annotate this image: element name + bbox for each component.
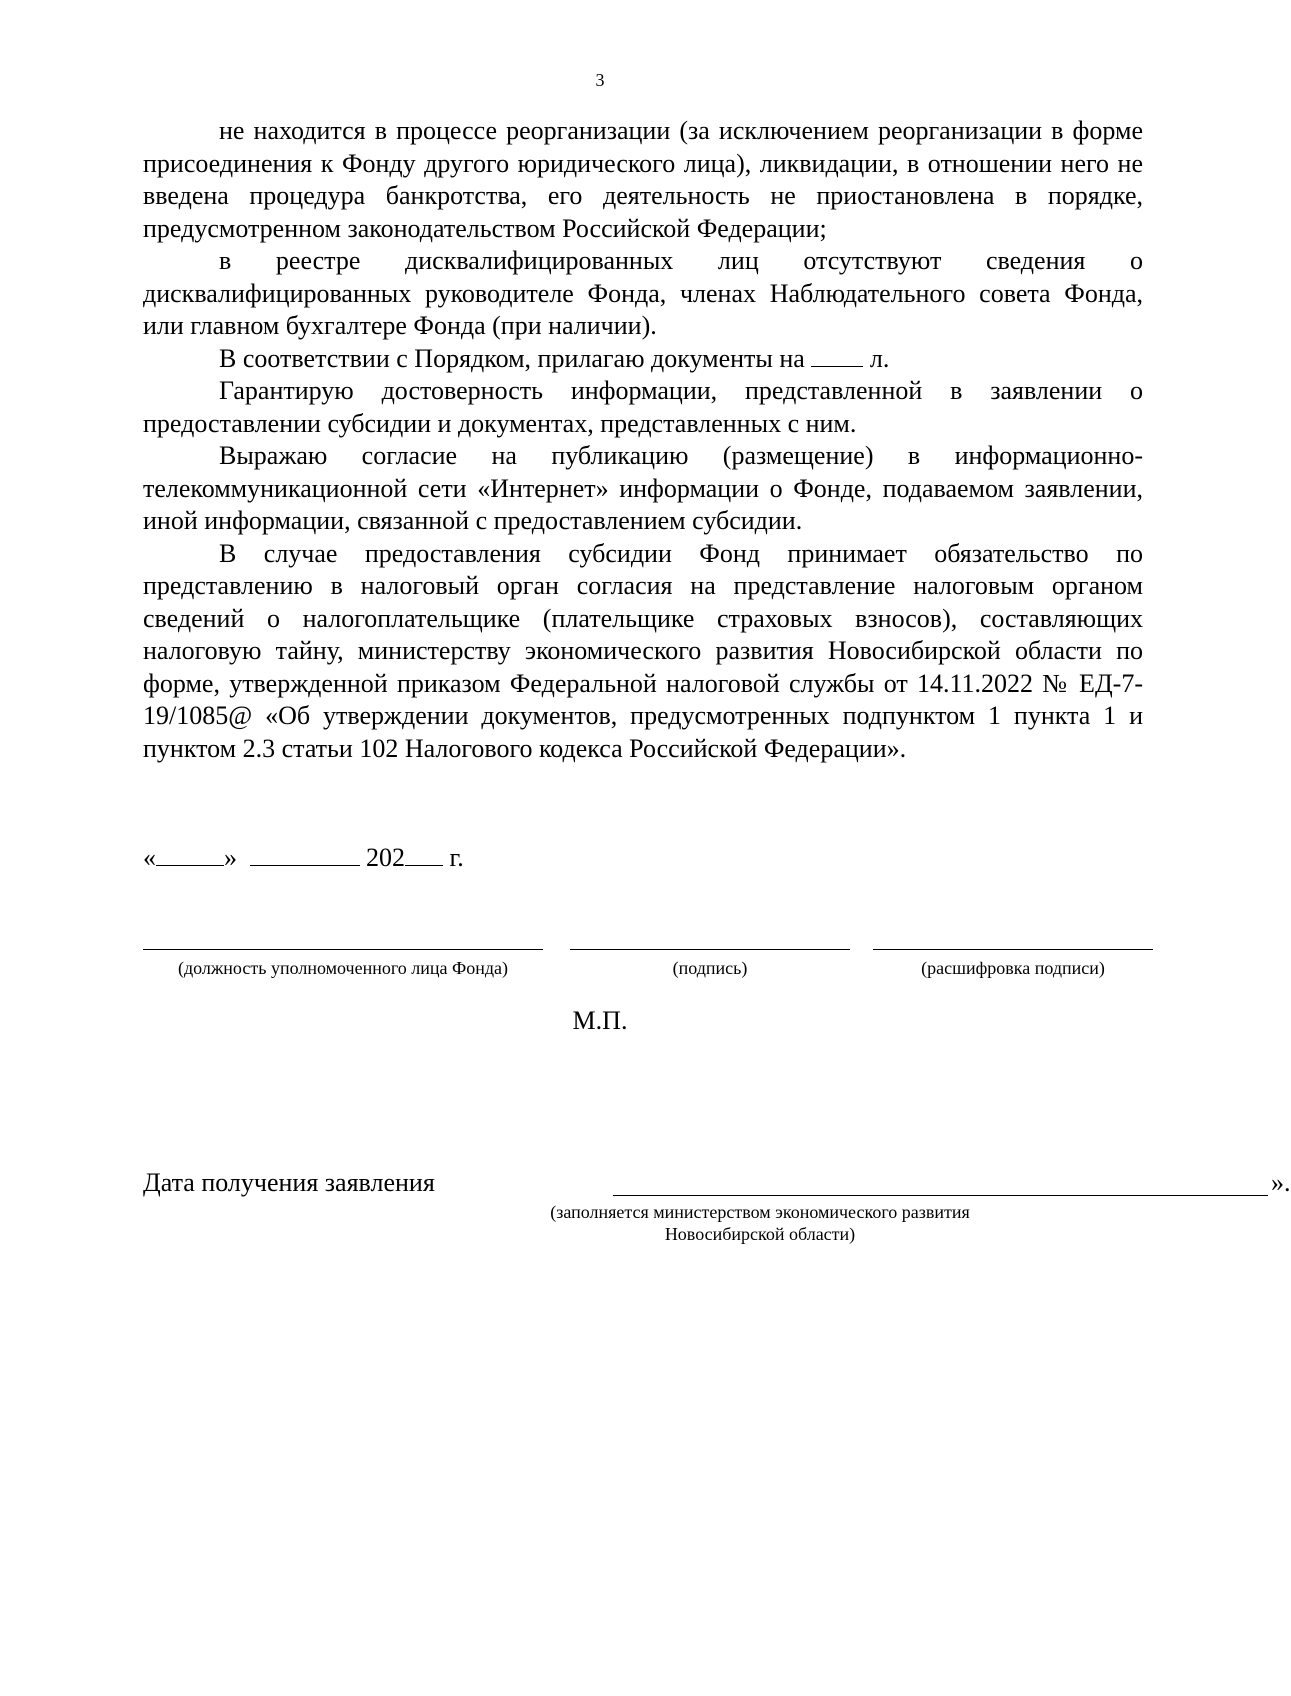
receipt-line — [143, 1167, 1291, 1199]
document-body — [143, 115, 1143, 765]
receipt-end: ». — [1271, 1168, 1291, 1197]
position-caption: (должность уполномоченного лица Фонда) — [177, 958, 509, 978]
attachments-pages-blank[interactable] — [811, 344, 863, 367]
receipt-note — [530, 1201, 990, 1245]
decoding-line[interactable] — [873, 949, 1153, 950]
stamp-label: М.П. — [572, 1006, 628, 1035]
paragraph-tax-consent: В случае предоставления субсидии Фонд принимает обязательство по представлению в налоговый орган согласия на представление налоговым органом сведений о налогоплательщике (плательщике страховых взносов), составляющих налоговую тайну, министерству экономического развития Новосибирской области по форме, утвержденной приказом Федеральной налоговой службы от 14.11.2022 № ЕД-7-19/1085@ «Об утверждении документов, предусмотренных подпунктом 1 пункта 1 и пунктом 2.3 статьи 102 Налогового кодекса Российской Федерации». — [143, 538, 1143, 763]
year-suffix: г. — [449, 843, 464, 872]
paragraph-reorganization: не находится в процессе реорганизации (за исключением реорганизации в форме присоединения к Фонду другого юридического лица), ликвидации, в отношении него не введена процедура банкротства, его деятельность не приостановлена в порядке, предусмотренном законодательством Российской Федерации; — [143, 116, 1143, 243]
receipt-label: Дата получения заявления — [143, 1168, 435, 1197]
paragraph-guarantee: Гарантирую достоверность информации, представленной в заявлении о предоставлении субсидии и документах, представленных с ним. — [143, 376, 1143, 438]
signature-caption: (подпись) — [672, 958, 748, 978]
receipt-note-line-2: Новосибирской области) — [664, 1224, 856, 1244]
date-line — [143, 842, 464, 874]
attachments-prefix: В соответствии с Порядком, прилагаю документы на — [219, 343, 805, 373]
date-open-quote: « — [143, 843, 156, 872]
page-number: 3 — [595, 70, 605, 90]
receipt-note-line-1: (заполняется министерством экономического развития — [550, 1202, 970, 1222]
paragraph-consent: Выражаю согласие на публикацию (размещение) в информационно-телекоммуникационной сети «Интернет» информации о Фонде, подаваемом заявлении, иной информации, связанной с предоставлением субсидии. — [143, 441, 1143, 535]
month-blank[interactable] — [250, 843, 360, 866]
day-blank[interactable] — [156, 843, 224, 866]
year-blank[interactable] — [405, 843, 443, 866]
year-prefix: 202 — [366, 843, 405, 872]
position-line[interactable] — [143, 949, 543, 950]
receipt-date-blank[interactable] — [613, 1195, 1268, 1196]
date-close-quote: » — [224, 843, 237, 872]
paragraph-disqualified-registry: в реестре дисквалифицированных лиц отсутствуют сведения о дисквалифицированных руководителе Фонда, членах Наблюдательного совета Фонда, или главном бухгалтере Фонда (при наличии). — [143, 246, 1143, 340]
paragraph-attachments — [143, 343, 1143, 376]
attachments-suffix: л. — [869, 343, 890, 373]
decoding-caption: (расшифровка подписи) — [921, 958, 1105, 978]
signature-line[interactable] — [570, 949, 850, 950]
